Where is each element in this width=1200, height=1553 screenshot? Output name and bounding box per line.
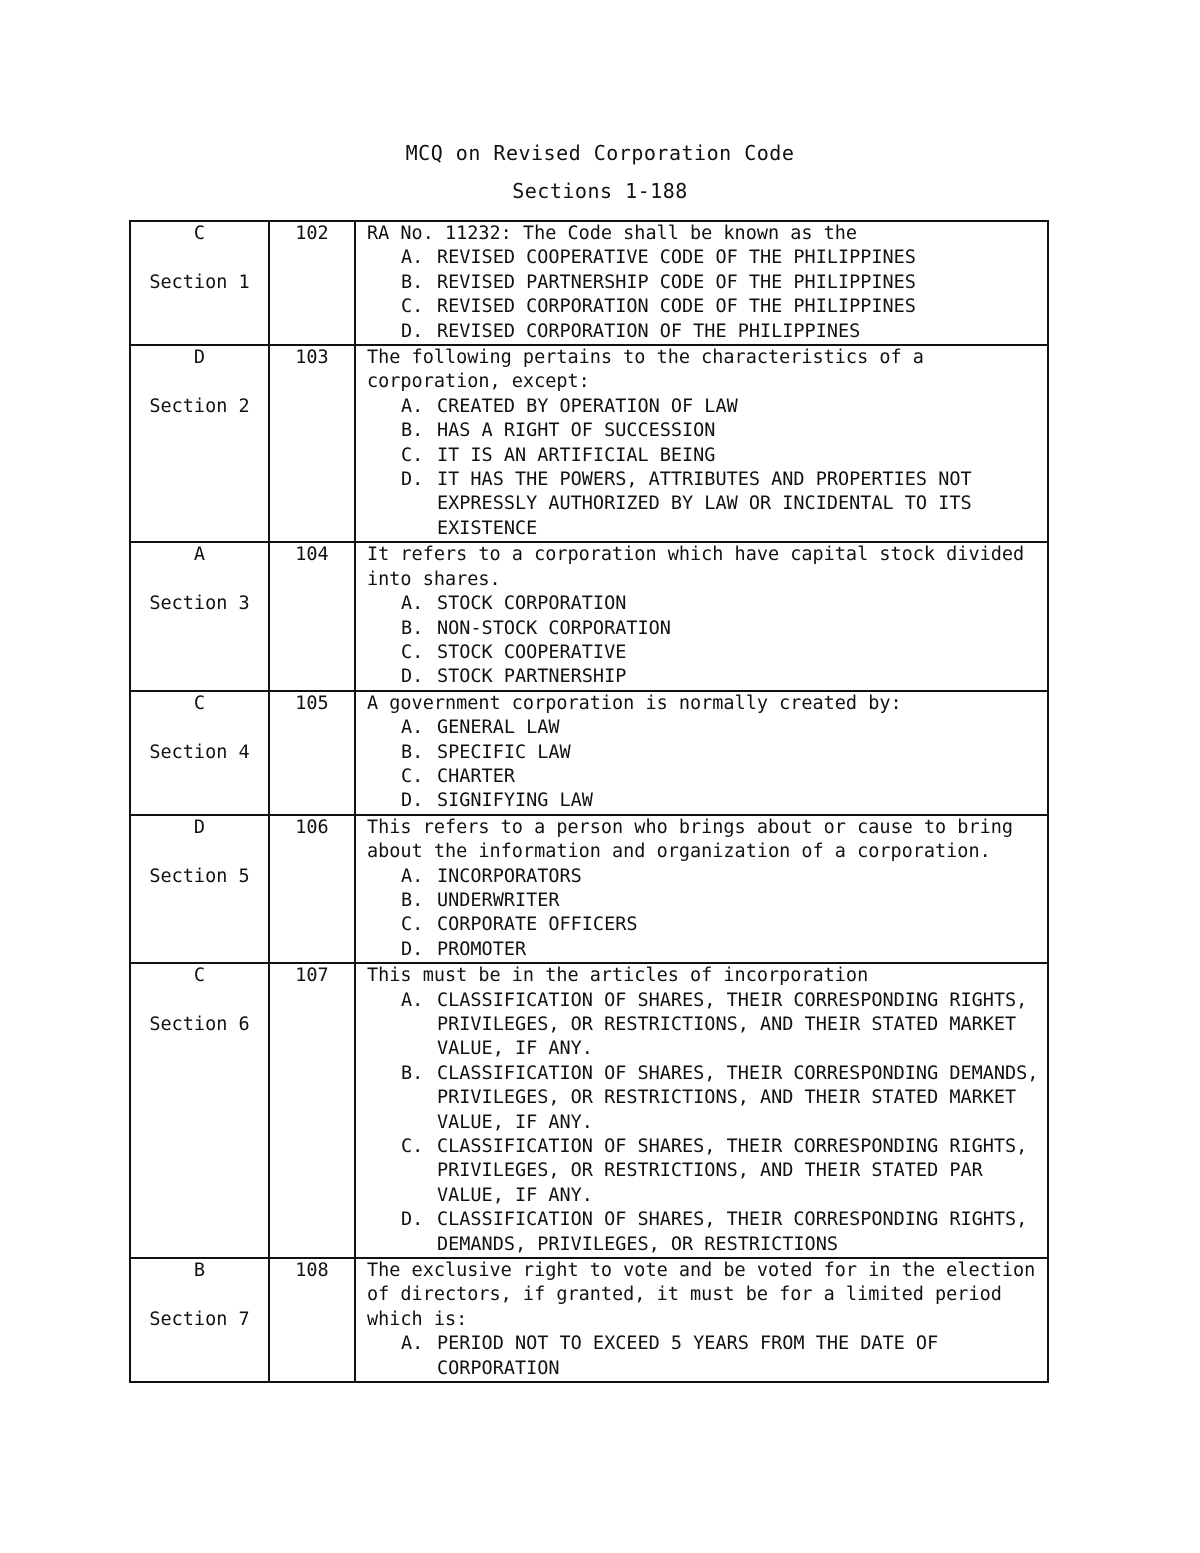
choice-item [367, 1332, 1039, 1381]
choice-text: SIGNIFYING LAW [437, 790, 593, 812]
answer-letter: A [193, 544, 206, 566]
question-cell [355, 542, 1048, 690]
answer-cell [130, 221, 269, 345]
choice-letter: D. [401, 790, 424, 812]
choice-letter: B. [401, 420, 424, 442]
choice-letter: A. [401, 989, 424, 1011]
choice-text: STOCK CORPORATION [437, 593, 627, 615]
choice-letter: D. [401, 469, 424, 491]
question-number: 104 [269, 542, 355, 690]
question-text: It refers to a corporation which have capital stock divided into shares. [367, 544, 1025, 590]
choice-item [367, 271, 1039, 295]
choice-item [367, 865, 1039, 889]
choice-text: UNDERWRITER [437, 889, 560, 911]
answer-letter: B [193, 1260, 206, 1282]
choice-text: IT HAS THE POWERS, ATTRIBUTES AND PROPERTIES NOT EXPRESSLY AUTHORIZED BY LAW OR INCIDENTAL TO ITS EXISTENCE [437, 469, 972, 539]
choice-list [367, 395, 1039, 541]
choice-letter: C. [401, 914, 424, 936]
spacer [131, 989, 268, 1013]
spacer [131, 840, 268, 864]
choice-letter: D. [401, 666, 424, 688]
table-row [130, 691, 1048, 815]
choice-text: SPECIFIC LAW [437, 741, 571, 763]
question-number: 102 [269, 221, 355, 345]
choice-item [367, 641, 1039, 665]
table-row [130, 542, 1048, 690]
spacer [131, 246, 268, 270]
choice-item [367, 938, 1039, 962]
question-text: The following pertains to the characteristics of a corporation, except: [367, 347, 924, 393]
choice-letter: D. [401, 938, 424, 960]
choice-text: HAS A RIGHT OF SUCCESSION [437, 420, 716, 442]
page-title: MCQ on Revised Corporation Code [405, 141, 795, 165]
table-row [130, 963, 1048, 1258]
question-number: 106 [269, 815, 355, 963]
choice-item [367, 989, 1039, 1062]
choice-text: CLASSIFICATION OF SHARES, THEIR CORRESPONDING RIGHTS, DEMANDS, PRIVILEGES, OR RESTRICTIONS [437, 1209, 1028, 1255]
section-label: Section 6 [149, 1013, 250, 1035]
answer-cell [130, 963, 269, 1258]
answer-cell [130, 542, 269, 690]
answer-letter: C [193, 223, 206, 244]
choice-item [367, 765, 1039, 789]
choice-text: CHARTER [437, 765, 515, 787]
choice-item [367, 592, 1039, 616]
choice-text: STOCK COOPERATIVE [437, 641, 627, 663]
choice-text: STOCK PARTNERSHIP [437, 666, 627, 688]
section-label: Section 3 [149, 593, 250, 615]
choice-letter: A. [401, 593, 424, 615]
choice-letter: C. [401, 641, 424, 663]
question-cell [355, 221, 1048, 345]
choice-letter: D. [401, 1209, 424, 1231]
choice-item [367, 1062, 1039, 1135]
answer-letter: C [193, 965, 206, 987]
choice-text: CORPORATE OFFICERS [437, 914, 638, 936]
choice-item [367, 617, 1039, 641]
choice-item [367, 716, 1039, 740]
choice-letter: D. [401, 320, 424, 342]
choice-item [367, 665, 1039, 689]
choice-letter: B. [401, 617, 424, 639]
choice-letter: C. [401, 1136, 424, 1158]
choice-letter: C. [401, 765, 424, 787]
choice-text: REVISED PARTNERSHIP CODE OF THE PHILIPPINES [437, 271, 916, 293]
choice-text: IT IS AN ARTIFICIAL BEING [437, 444, 716, 466]
choice-text: INCORPORATORS [437, 865, 582, 887]
choice-item [367, 468, 1039, 541]
question-cell [355, 815, 1048, 963]
question-text: This must be in the articles of incorporation [367, 965, 869, 987]
choice-text: CLASSIFICATION OF SHARES, THEIR CORRESPONDING RIGHTS, PRIVILEGES, OR RESTRICTIONS, AND THEIR STATED PAR VALUE, IF ANY. [437, 1136, 1028, 1206]
question-cell [355, 691, 1048, 815]
question-number: 108 [269, 1258, 355, 1382]
choice-text: NON-STOCK CORPORATION [437, 617, 671, 639]
choice-item [367, 295, 1039, 319]
choice-item [367, 741, 1039, 765]
choice-item [367, 789, 1039, 813]
choice-list [367, 865, 1039, 963]
spacer [131, 1283, 268, 1307]
table-row [130, 1258, 1048, 1382]
choice-letter: C. [401, 444, 424, 466]
answer-cell [130, 345, 269, 542]
page-subtitle: Sections 1-188 [512, 179, 688, 203]
question-number: 103 [269, 345, 355, 542]
answer-cell [130, 1258, 269, 1382]
choice-item [367, 1208, 1039, 1257]
choice-text: CLASSIFICATION OF SHARES, THEIR CORRESPONDING DEMANDS, PRIVILEGES, OR RESTRICTIONS, AND THEIR STATED MARKET VALUE, IF ANY. [437, 1062, 1039, 1133]
question-text: A government corporation is normally created by: [367, 692, 902, 714]
choice-letter: A. [401, 717, 424, 739]
choice-item [367, 419, 1039, 443]
choice-letter: A. [401, 1333, 424, 1355]
choice-letter: B. [401, 741, 424, 763]
spacer [131, 568, 268, 592]
answer-cell [130, 691, 269, 815]
choice-list [367, 989, 1039, 1257]
question-cell [355, 345, 1048, 542]
choice-item [367, 1135, 1039, 1208]
choice-letter: A. [401, 247, 424, 269]
choice-list [367, 246, 1039, 344]
choice-list [367, 592, 1039, 690]
answer-letter: D [193, 347, 206, 369]
choice-item [367, 889, 1039, 913]
choice-letter: B. [401, 889, 424, 911]
choice-letter: B. [401, 271, 424, 293]
section-label: Section 1 [149, 271, 250, 293]
question-text: This refers to a person who brings about or cause to bring about the information and organization of a corporation. [367, 816, 1014, 863]
choice-text: REVISED COOPERATIVE CODE OF THE PHILIPPINES [437, 247, 916, 269]
table-row [130, 345, 1048, 542]
choice-text: PROMOTER [437, 938, 527, 960]
choice-text: GENERAL LAW [437, 717, 560, 739]
section-label: Section 7 [149, 1308, 250, 1330]
spacer [131, 716, 268, 740]
mcq-table [129, 220, 1049, 1383]
answer-cell [130, 815, 269, 963]
choice-text: PERIOD NOT TO EXCEED 5 YEARS FROM THE DATE OF CORPORATION [437, 1333, 939, 1379]
mcq-table-body [130, 221, 1048, 1382]
choice-item [367, 444, 1039, 468]
spacer [131, 370, 268, 394]
choice-letter: C. [401, 296, 424, 318]
choice-list [367, 1332, 1039, 1381]
choice-item [367, 913, 1039, 937]
choice-item [367, 395, 1039, 419]
section-label: Section 4 [149, 741, 250, 763]
choice-text: CREATED BY OPERATION OF LAW [437, 395, 738, 417]
choice-text: CLASSIFICATION OF SHARES, THEIR CORRESPONDING RIGHTS, PRIVILEGES, OR RESTRICTIONS, AND THEIR STATED MARKET VALUE, IF ANY. [437, 989, 1028, 1060]
choice-item [367, 320, 1039, 344]
section-label: Section 5 [149, 865, 250, 887]
answer-letter: C [193, 692, 206, 714]
table-row [130, 815, 1048, 963]
answer-letter: D [193, 816, 206, 838]
choice-letter: A. [401, 395, 424, 417]
question-text: The exclusive right to vote and be voted for in the election of directors, if granted, it must be for a limited period which is: [367, 1260, 1036, 1330]
choice-list [367, 716, 1039, 814]
question-cell [355, 963, 1048, 1258]
choice-item [367, 246, 1039, 270]
table-row [130, 221, 1048, 345]
question-cell [355, 1258, 1048, 1382]
question-number: 105 [269, 691, 355, 815]
choice-text: REVISED CORPORATION CODE OF THE PHILIPPINES [437, 296, 916, 318]
question-number: 107 [269, 963, 355, 1258]
choice-letter: B. [401, 1062, 424, 1084]
choice-letter: A. [401, 865, 424, 887]
choice-text: REVISED CORPORATION OF THE PHILIPPINES [437, 320, 861, 342]
section-label: Section 2 [149, 395, 250, 417]
question-text: RA No. 11232: The Code shall be known as the [367, 223, 858, 244]
